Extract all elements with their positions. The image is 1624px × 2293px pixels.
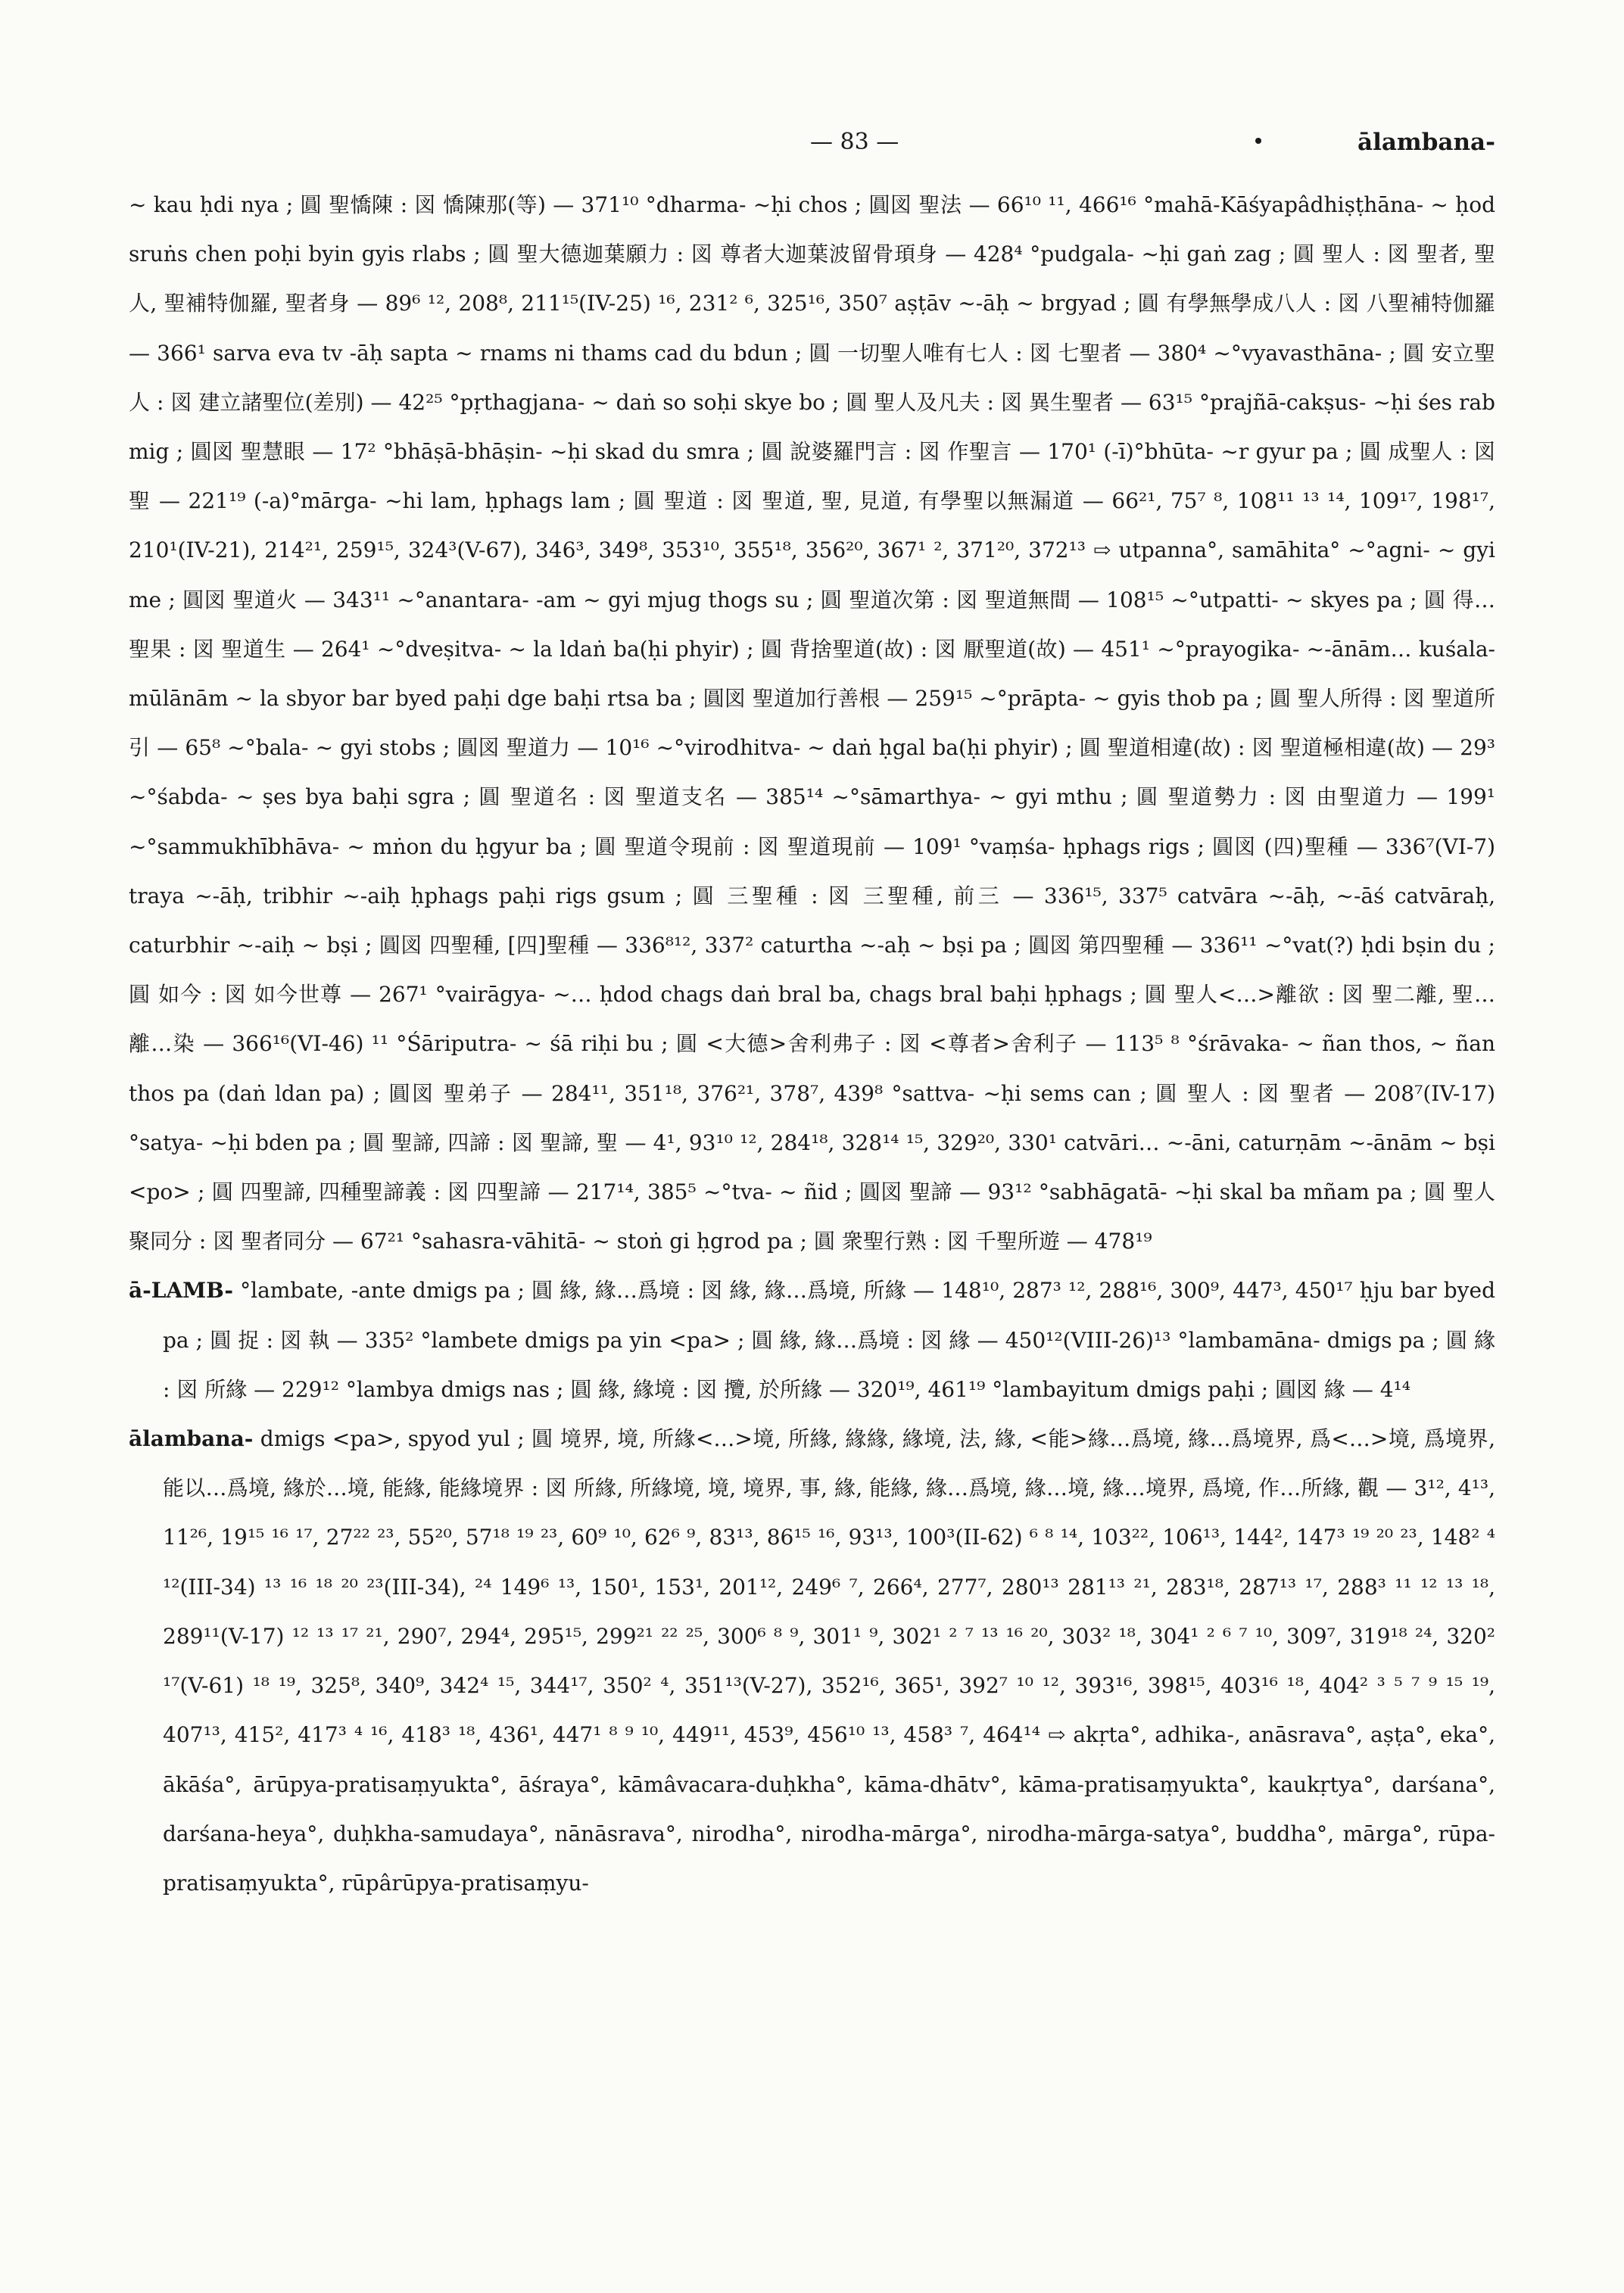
page-header [129,129,1495,167]
entry-headword: ālambana- [129,1426,254,1452]
entry-text: dmigs <pa>, spyod yul ; 圓 境界, 境, 所緣<…>境, 所緣, 緣緣, 緣境, 法, 緣, <能>緣…爲境, 緣…爲境界, 爲<…>境, 爲境界, 能以…爲境, 緣於…境, 能緣, 能緣境界 : 図 所緣, 所緣境, 境, 境界, 事, 緣, 能緣, 緣…爲境, 緣…境, 緣…境界, 爲境, 作…所緣, 觀 — 3¹², 4¹³, 11²⁶, 19¹⁵ ¹⁶ ¹⁷, 27²² ²³, 55²⁰, 57¹⁸ ¹⁹ ²³, 60⁹ ¹⁰, 62⁶ ⁹, 83¹³, 86¹⁵ ¹⁶, 93¹³, 100³(II-62) ⁶ ⁸ ¹⁴, 103²², 106¹³, 144², 147³ ¹⁹ ²⁰ ²³, 148² ⁴ ¹²(III-34) ¹³ ¹⁶ ¹⁸ ²⁰ ²³(III-34), ²⁴ 149⁶ ¹³, 150¹, 153¹, 201¹², 249⁶ ⁷, 266⁴, 277⁷, 280¹³ 281¹³ ²¹, 283¹⁸, 287¹³ ¹⁷, 288³ ¹¹ ¹² ¹³ ¹⁸, 289¹¹(V-17) ¹² ¹³ ¹⁷ ²¹, 290⁷, 294⁴, 295¹⁵, 299²¹ ²² ²⁵, 300⁶ ⁸ ⁹, 301¹ ⁹, 302¹ ² ⁷ ¹³ ¹⁶ ²⁰, 303² ¹⁸, 304¹ ² ⁶ ⁷ ¹⁰, 309⁷, 319¹⁸ ²⁴, 320² ¹⁷(V-61) ¹⁸ ¹⁹, 325⁸, 340⁹, 342⁴ ¹⁵, 344¹⁷, 350² ⁴, 351¹³(V-27), 352¹⁶, 365¹, 392⁷ ¹⁰ ¹², 393¹⁶, 398¹⁵, 403¹⁶ ¹⁸, 404² ³ ⁵ ⁷ ⁹ ¹⁵ ¹⁹, 407¹³, 415², 417³ ⁴ ¹⁶, 418³ ¹⁸, 436¹, 447¹ ⁸ ⁹ ¹⁰, 449¹¹, 453⁹, 456¹⁰ ¹³, 458³ ⁷, 464¹⁴ ⇨ akṛta°, adhika-, anāsrava°, aṣṭa°, eka°, ākāśa°, ārūpya-pratisaṃyukta°, āśraya°, kāmâvacara-duḥkha°, kāma-dhātv°, kāma-pratisaṃyukta°, kaukṛtya°, darśana°, darśana-heya°, duḥkha-samudaya°, nānāsrava°, nirodha°, nirodha-mārga°, nirodha-mārga-satya°, buddha°, mārga°, rūpa-pratisaṃyukta°, rūpârūpya-pratisaṃyu- [163,1426,1495,1896]
running-headword: ālambana- [1357,129,1495,156]
header-dot [1255,138,1261,144]
entry-text: ~ kau ḥdi nya ; 圓 聖憍陳 : 図 憍陳那(等) — 371¹⁰ °dharma- ~ḥi chos ; 圓図 聖法 — 66¹⁰ ¹¹, 466¹⁶ °mahā-Kāśyapâdhiṣṭhāna- ~ ḥod sruṅs chen poḥi byin gyis rlabs ; 圓 聖大德迦葉願力 : 図 尊者大迦葉波留骨頊身 — 428⁴ °pudgala- ~ḥi gaṅ zag ; 圓 聖人 : 図 聖者, 聖人, 聖補特伽羅, 聖者身 — 89⁶ ¹², 208⁸, 211¹⁵(IV-25) ¹⁶, 231² ⁶, 325¹⁶, 350⁷ aṣṭāv ~-āḥ ~ brgyad ; 圓 有學無學成八人 : 図 八聖補特伽羅 — 366¹ sarva eva tv -āḥ sapta ~ rnams ni thams cad du bdun ; 圓 一切聖人唯有七人 : 図 七聖者 — 380⁴ ~°vyavasthāna- ; 圓 安立聖人 : 図 建立諸聖位(差別) — 42²⁵ °pṛthagjana- ~ daṅ so soḥi skye bo ; 圓 聖人及凡夫 : 図 異生聖者 — 63¹⁵ °prajñā-cakṣus- ~ḥi śes rab mig ; 圓図 聖慧眼 — 17² °bhāṣā-bhāṣin- ~ḥi skad du smra ; 圓 說婆羅門言 : 図 作聖言 — 170¹ (-ī)°bhūta- ~r gyur pa ; 圓 成聖人 : 図 聖 — 221¹⁹ (-a)°mārga- ~hi lam, ḥphags lam ; 圓 聖道 : 図 聖道, 聖, 見道, 有學聖以無漏道 — 66²¹, 75⁷ ⁸, 108¹¹ ¹³ ¹⁴, 109¹⁷, 198¹⁷, 210¹(IV-21), 214²¹, 259¹⁵, 324³(V-67), 346³, 349⁸, 353¹⁰, 355¹⁸, 356²⁰, 367¹ ², 371²⁰, 372¹³ ⇨ utpanna°, samāhita° ~°agni- ~ gyi me ; 圓図 聖道火 — 343¹¹ ~°anantara- -am ~ gyi mjug thogs su ; 圓 聖道次第 : 図 聖道無間 — 108¹⁵ ~°utpatti- ~ skyes pa ; 圓 得…聖果 : 図 聖道生 — 264¹ ~°dveṣitva- ~ la ldaṅ ba(ḥi phyir) ; 圓 背捨聖道(故) : 図 厭聖道(故) — 451¹ ~°prayogika- ~-ānām… kuśala-mūlānām ~ la sbyor bar byed paḥi dge baḥi rtsa ba ; 圓図 聖道加行善根 — 259¹⁵ ~°prāpta- ~ gyis thob pa ; 圓 聖人所得 : 図 聖道所引 — 65⁸ ~°bala- ~ gyi stobs ; 圓図 聖道力 — 10¹⁶ ~°virodhitva- ~ daṅ ḥgal ba(ḥi phyir) ; 圓 聖道相違(故) : 図 聖道極相違(故) — 29³ ~°śabda- ~ ṣes bya baḥi sgra ; 圓 聖道名 : 図 聖道支名 — 385¹⁴ ~°sāmarthya- ~ gyi mthu ; 圓 聖道勢力 : 図 由聖道力 — 199¹ ~°sammukhībhāva- ~ mṅon du ḥgyur ba ; 圓 聖道令現前 : 図 聖道現前 — 109¹ °vaṃśa- ḥphags rigs ; 圓図 (四)聖種 — 336⁷(VI-7) traya ~-āḥ, tribhir ~-aiḥ ḥphags paḥi rigs gsum ; 圓 三聖種 : 図 三聖種, 前三 — 336¹⁵, 337⁵ catvāra ~-āḥ, ~-āś catvāraḥ, caturbhir ~-aiḥ ~ bṣi ; 圓図 四聖種, [四]聖種 — 336⁸¹², 337² caturtha ~-aḥ ~ bṣi pa ; 圓図 第四聖種 — 336¹¹ ~°vat(?) ḥdi bṣin du ; 圓 如今 : 図 如今世尊 — 267¹ °vairāgya- ~… ḥdod chags daṅ bral ba, chags bral baḥi ḥphags ; 圓 聖人<…>離欲 : 図 聖二離, 聖…離…染 — 366¹⁶(VI-46) ¹¹ °Śāriputra- ~ śā riḥi bu ; 圓 <大德>舍利弗子 : 図 <尊者>舍利子 — 113⁵ ⁸ °śrāvaka- ~ ñan thos, ~ ñan thos pa (daṅ ldan pa) ; 圓図 聖弟子 — 284¹¹, 351¹⁸, 376²¹, 378⁷, 439⁸ °sattva- ~ḥi sems can ; 圓 聖人 : 図 聖者 — 208⁷(IV-17) °satya- ~ḥi bden pa ; 圓 聖諦, 四諦 : 図 聖諦, 聖 — 4¹, 93¹⁰ ¹², 284¹⁸, 328¹⁴ ¹⁵, 329²⁰, 330¹ catvāri… ~-āni, caturṇām ~-ānām ~ bṣi <po> ; 圓 四聖諦, 四種聖諦義 : 図 四聖諦 — 217¹⁴, 385⁵ ~°tva- ~ ñid ; 圓図 聖諦 — 93¹² °sabhāgatā- ~ḥi skal ba mñam pa ; 圓 聖人聚同分 : 図 聖者同分 — 67²¹ °sahasra-vāhitā- ~ stoṅ gi ḥgrod pa ; 圓 衆聖行熟 : 図 千聖所遊 — 478¹⁹ [129,192,1495,1254]
entry-continuation [129,180,1495,1266]
dictionary-body [129,180,1495,2270]
entry-alambana [129,1414,1495,1908]
entry-a-lamb [129,1266,1495,1414]
entry-headword: ā-LAMB- [129,1278,233,1304]
page-number: — 83 — [810,129,899,155]
entry-text: °lambate, -ante dmigs pa ; 圓 緣, 緣…爲境 : 図 緣, 緣…爲境, 所緣 — 148¹⁰, 287³ ¹², 288¹⁶, 300⁹, 447³, 450¹⁷ ḥju bar byed pa ; 圓 捉 : 図 執 — 335² °lambete dmigs pa yin <pa> ; 圓 緣, 緣…爲境 : 図 緣 — 450¹²(VIII-26)¹³ °lambamāna- dmigs pa ; 圓 緣 : 図 所緣 — 229¹² °lambya dmigs nas ; 圓 緣, 緣境 : 図 攬, 於所緣 — 320¹⁹, 461¹⁹ °lambayitum dmigs paḥi ; 圓図 緣 — 4¹⁴ [163,1278,1495,1402]
